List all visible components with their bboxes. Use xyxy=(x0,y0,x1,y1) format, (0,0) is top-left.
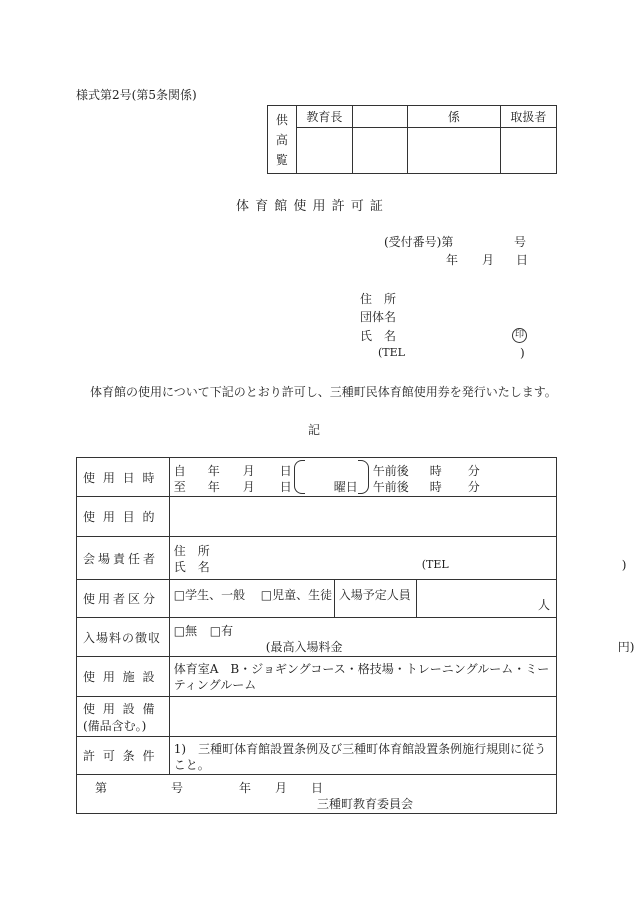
datetime-to-day: 日 xyxy=(279,480,292,494)
weekday-bracket-right xyxy=(358,460,369,494)
fee-none-checkbox[interactable]: □無 xyxy=(173,624,198,638)
category-general-checkbox[interactable]: □学生、一般 xyxy=(173,588,246,602)
footer-permit-number-suffix: 号 xyxy=(171,781,184,795)
footer-year: 年 xyxy=(239,781,252,795)
conditions-value: 1) 三種町体育館設置条例及び三種町体育館設置条例施行規則に従うこと。 xyxy=(173,742,547,772)
approval-header-handler: 取扱者 xyxy=(500,106,556,128)
intro-text: 体育館の使用について下記のとおり許可し、三種町民体育館使用券を発行いたします。 xyxy=(90,385,557,399)
form-number: 様式第2号(第5条関係) xyxy=(76,88,197,102)
responsible-cell xyxy=(169,537,627,580)
datetime-from-label: 自 xyxy=(173,464,186,478)
approval-stamp-table xyxy=(267,105,557,174)
approval-stamp-cell xyxy=(352,128,407,174)
datetime-to-label: 至 xyxy=(173,480,186,494)
approval-side-label: 供 高 覧 xyxy=(268,106,297,174)
footer-permit-number-prefix: 第 xyxy=(95,781,108,795)
datetime-from-hour: 時 xyxy=(429,464,442,478)
datetime-weekday: 曜日 xyxy=(333,480,358,494)
row-label-datetime: 使 用 日 時 xyxy=(77,458,170,497)
row-label-fee: 入場料の徴収 xyxy=(77,618,170,657)
responsible-tel-open: (TEL xyxy=(421,558,449,571)
datetime-to-minute: 分 xyxy=(467,480,480,494)
approval-stamp-cell xyxy=(296,128,352,174)
conditions-cell xyxy=(169,737,556,775)
datetime-from-day: 日 xyxy=(279,464,292,478)
fee-cell xyxy=(169,618,634,657)
row-label-facility: 使 用 施 設 xyxy=(77,657,170,697)
responsible-tel-close: ) xyxy=(621,558,627,572)
receipt-number-label: (受付番号)第 xyxy=(384,235,454,249)
row-label-conditions: 許 可 条 件 xyxy=(77,737,170,775)
fee-yen: 円) xyxy=(617,640,634,654)
issue-year: 年 xyxy=(446,253,459,267)
approval-header-superintendent: 教育長 xyxy=(296,106,352,128)
datetime-to-year: 年 xyxy=(207,480,220,494)
approval-stamp-cell xyxy=(500,128,556,174)
approval-header-staff: 係 xyxy=(408,106,501,128)
seal-icon: 印 xyxy=(512,326,527,343)
equipment-cell xyxy=(169,697,556,737)
expected-attendance-label-cell xyxy=(334,580,417,618)
applicant-tel-close: ) xyxy=(520,346,525,360)
permit-details-table xyxy=(76,457,634,814)
fee-max-label: (最高入場料金 xyxy=(265,640,343,654)
receipt-number-suffix: 号 xyxy=(514,235,527,249)
footer-committee: 三種町教育委員会 xyxy=(317,797,414,811)
issue-month: 月 xyxy=(482,253,495,267)
applicant-name-label: 氏 名 xyxy=(360,329,397,343)
datetime-from-ampm: 午前後 xyxy=(372,464,409,478)
category-options-cell xyxy=(169,580,334,618)
datetime-from-minute: 分 xyxy=(467,464,480,478)
responsible-name-label: 氏 名 xyxy=(173,560,210,574)
approval-header-blank xyxy=(352,106,407,128)
footer-month: 月 xyxy=(275,781,288,795)
datetime-to-hour: 時 xyxy=(429,480,442,494)
approval-stamp-cell xyxy=(408,128,501,174)
applicant-address-label: 住 所 xyxy=(360,292,397,306)
expected-attendance-unit: 人 xyxy=(537,598,550,612)
weekday-bracket-left xyxy=(294,460,305,494)
expected-attendance-cell xyxy=(417,580,557,618)
footer-day: 日 xyxy=(311,781,324,795)
page-title: 体 育 館 使 用 許 可 証 xyxy=(236,199,384,214)
datetime-to-ampm: 午前後 xyxy=(372,480,409,494)
responsible-address-label: 住 所 xyxy=(173,544,210,558)
issue-day: 日 xyxy=(516,253,529,267)
row-label-purpose: 使 用 目 的 xyxy=(77,497,170,537)
applicant-tel-open: (TEL xyxy=(378,346,405,359)
purpose-cell xyxy=(169,497,556,537)
datetime-cell xyxy=(169,458,556,497)
footer-cell xyxy=(77,775,557,814)
category-student-checkbox[interactable]: □児童、生徒 xyxy=(260,588,333,602)
facility-cell xyxy=(169,657,556,697)
fee-yes-checkbox[interactable]: □有 xyxy=(209,624,234,638)
expected-attendance-label: 入場予定人員 xyxy=(338,588,411,602)
row-label-equipment: 使 用 設 備 (備品含む。) xyxy=(77,697,170,737)
datetime-to-month: 月 xyxy=(242,480,255,494)
row-label-category: 使用者区分 xyxy=(77,580,170,618)
datetime-from-month: 月 xyxy=(242,464,255,478)
row-label-responsible: 会場責任者 xyxy=(77,537,170,580)
ki-heading: 記 xyxy=(308,423,321,437)
applicant-group-label: 団体名 xyxy=(360,310,397,324)
facility-value: 体育室A B・ジョギングコース・格技場・トレーニングルーム・ミーティングルーム xyxy=(173,662,550,692)
datetime-from-year: 年 xyxy=(207,464,220,478)
